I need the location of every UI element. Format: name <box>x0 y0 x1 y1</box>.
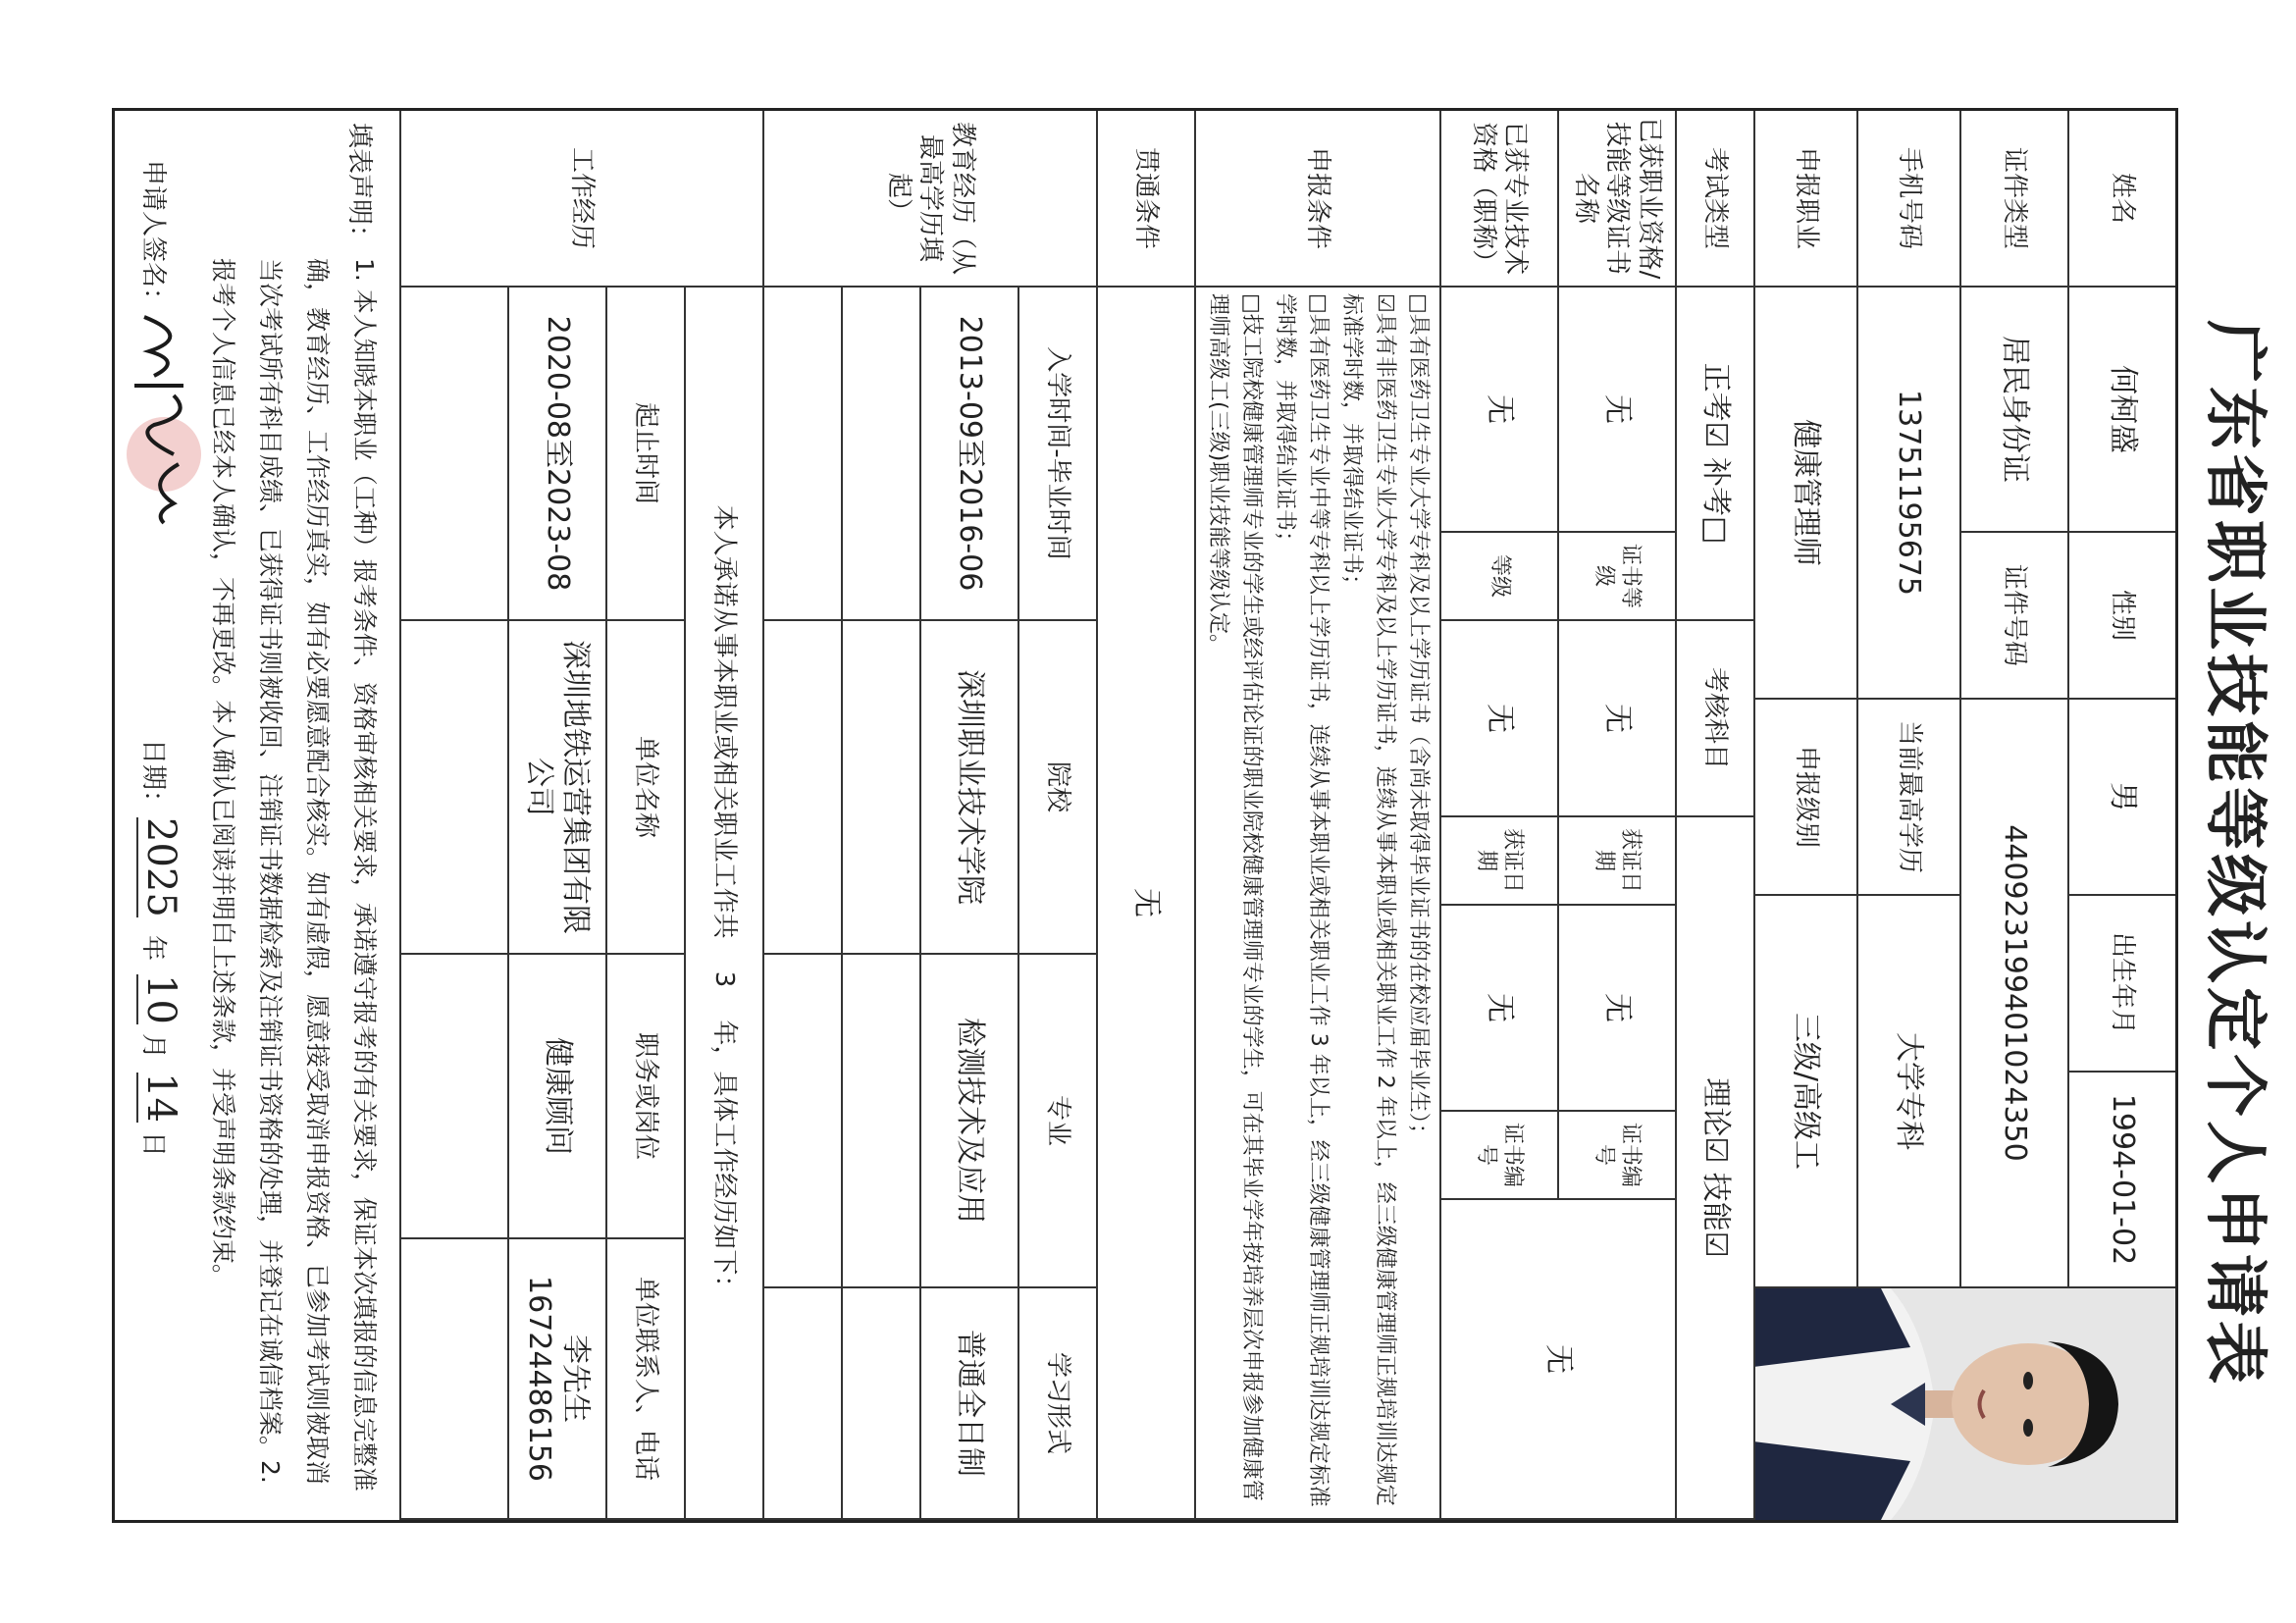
date-label: 日期： <box>138 739 168 816</box>
work-header-time: 起止时间 <box>605 288 684 621</box>
label-cert-title: 已获专业技术资格（职称） <box>1439 111 1557 288</box>
edu-row-major: 检测技术及应用 <box>919 955 1018 1288</box>
date-day: 14 <box>138 1073 183 1123</box>
work-header-unit: 单位名称 <box>605 621 684 955</box>
label-education: 当前最高学历 <box>1856 700 1959 896</box>
value-cert-title-name: 无 <box>1439 288 1557 533</box>
label-exam-type: 考试类型 <box>1675 111 1753 288</box>
statement-text: 1. 本人知晓本职业（工种）报考条件、资格审核相关要求，承诺遵守报考的有关要求，保证本次填报的信息完整准确，教育经历、工作经历真实，如有必要愿意配合核实。如有虚假，愿意接受取消申报资格、已参加考试则被取消当次考试所有科目成绩、已获得证书则被收回、注销证书数据检索及注销证书资格的处理，并登记在诚信档案。2. 报考个人信息已经本人确认，不再更改。本人确认已阅读并明白上述条款，并受声明条款约束。 <box>209 258 379 1492</box>
value-exam-subject: 理论☑ 技能☑ <box>1675 817 1753 1520</box>
condition-item-4: □技工院校健康管理师专业的学生或经评估论证的职业院校健康管理师专业的学生，可在其毕业学年按培养层次申报参加健康管理师高级工(三级)职业技能等级认定。 <box>1205 293 1264 1501</box>
work-header-post: 职务或岗位 <box>605 955 684 1239</box>
value-education: 大学专科 <box>1856 896 1959 1288</box>
edu-empty-row <box>762 1288 841 1520</box>
value-id-type: 居民身份证 <box>1959 288 2067 533</box>
value-phone: 13751195675 <box>1856 288 1959 700</box>
form-title: 广东省职业技能等级认定个人申请表 <box>2198 320 2270 1387</box>
label-cert-no2: 证书编号 <box>1439 1112 1557 1200</box>
work-pledge: 本人承诺从事本职业或相关职业工作共 3 年，具体工作经历如下： <box>684 288 762 1520</box>
portrait-image <box>1753 1288 2175 1520</box>
work-empty-row <box>399 288 507 621</box>
condition-item-2: ☑具有非医药卫生专业大学专科及以上学历证书，连续从事本职业或相关职业工作 2 年以上，经三级健康管理师正规培训达规定标准学时数，并取得结业证书； <box>1339 293 1398 1506</box>
edu-header-form: 学习形式 <box>1018 1288 1096 1520</box>
form-table <box>112 108 2178 1523</box>
value-cert-vocational-date: 无 <box>1557 906 1675 1112</box>
value-name: 何柯盛 <box>2067 288 2175 533</box>
edu-header-school: 院校 <box>1018 621 1096 955</box>
label-id-type: 证件类型 <box>1959 111 2067 288</box>
work-empty-row <box>399 1239 507 1520</box>
date-month: 10 <box>138 974 183 1024</box>
work-row-contact: 李先生 16724486156 <box>507 1239 605 1520</box>
label-education-history: 教育经历（从最高学历填起） <box>762 111 1096 288</box>
edu-empty-row <box>762 288 841 621</box>
value-cert-vocational-no: 无 <box>1439 1200 1675 1520</box>
label-work-history: 工作经历 <box>399 111 762 288</box>
value-through: 无 <box>1096 288 1194 1520</box>
value-cert-title-date: 无 <box>1439 906 1557 1112</box>
date-day-suffix: 日 <box>138 1131 168 1158</box>
label-cert-date2: 获证日期 <box>1439 817 1557 906</box>
label-gender: 性别 <box>2067 533 2175 700</box>
work-empty-row <box>399 955 507 1239</box>
condition-item-3: □具有医药卫生专业中等专科以上学历证书，连续从事本职业或相关职业工作 3 年以上，经三级健康管理师正规培训达规定标准学时数，并取得结业证书； <box>1272 293 1331 1507</box>
conditions-block <box>1194 288 1439 1520</box>
work-header-contact: 单位联系人、电话 <box>605 1239 684 1520</box>
label-name: 姓名 <box>2067 111 2175 288</box>
label-phone: 手机号码 <box>1856 111 1959 288</box>
value-cert-vocational-name: 无 <box>1557 288 1675 533</box>
value-gender: 男 <box>2067 700 2175 896</box>
label-occupation: 申报职业 <box>1753 111 1856 288</box>
edu-empty-row <box>841 1288 919 1520</box>
date-year: 2025 <box>138 817 183 917</box>
label-exam-subject: 考核科目 <box>1675 621 1753 817</box>
statement-label: 填表声明： <box>344 123 374 251</box>
work-row-unit: 深圳地铁运营集团有限公司 <box>507 621 605 955</box>
edu-row-time: 2013-09至2016-06 <box>919 288 1018 621</box>
condition-item-1: □具有医药卫生专业大学专科及以上学历证书（含尚未取得毕业证书的在校应届毕业生）； <box>1406 293 1432 1145</box>
label-cert-date: 获证日期 <box>1557 817 1675 906</box>
label-birth: 出生年月 <box>2067 896 2175 1073</box>
edu-empty-row <box>841 955 919 1288</box>
label-cert-grade: 证书等级 <box>1557 533 1675 621</box>
value-id-no: 440923199401024350 <box>1959 700 2067 1288</box>
label-cert-no: 证书编号 <box>1557 1112 1675 1200</box>
edu-empty-row <box>841 621 919 955</box>
label-grade: 等级 <box>1439 533 1557 621</box>
value-birth: 1994-01-02 <box>2067 1073 2175 1288</box>
edu-row-form: 普通全日制 <box>919 1288 1018 1520</box>
signature-label: 申请人签名： <box>138 160 168 314</box>
value-level: 三级/高级工 <box>1753 896 1856 1288</box>
edu-empty-row <box>762 621 841 955</box>
label-id-no: 证件号码 <box>1959 533 2067 700</box>
work-row-post: 健康顾问 <box>507 955 605 1239</box>
label-through: 贯通条件 <box>1096 111 1194 288</box>
edu-header-major: 专业 <box>1018 955 1096 1288</box>
work-row-time: 2020-08至2023-08 <box>507 288 605 621</box>
value-occupation: 健康管理师 <box>1753 288 1856 700</box>
applicant-photo <box>1753 1288 2175 1520</box>
date-month-suffix: 月 <box>138 1033 168 1060</box>
value-cert-vocational-grade: 无 <box>1557 621 1675 817</box>
edu-row-school: 深圳职业技术学院 <box>919 621 1018 955</box>
work-empty-row <box>399 621 507 955</box>
edu-empty-row <box>762 955 841 1288</box>
value-cert-title-grade: 无 <box>1439 621 1557 817</box>
signature-image <box>125 307 203 533</box>
edu-header-time: 入学时间-毕业时间 <box>1018 288 1096 621</box>
label-conditions: 申报条件 <box>1194 111 1439 288</box>
label-level: 申报级别 <box>1753 700 1856 896</box>
label-cert-vocational: 已获职业资格/技能等级证书名称 <box>1557 111 1675 288</box>
edu-empty-row <box>841 288 919 621</box>
value-exam-type: 正考☑ 补考□ <box>1675 288 1753 621</box>
date-year-suffix: 年 <box>138 935 168 962</box>
